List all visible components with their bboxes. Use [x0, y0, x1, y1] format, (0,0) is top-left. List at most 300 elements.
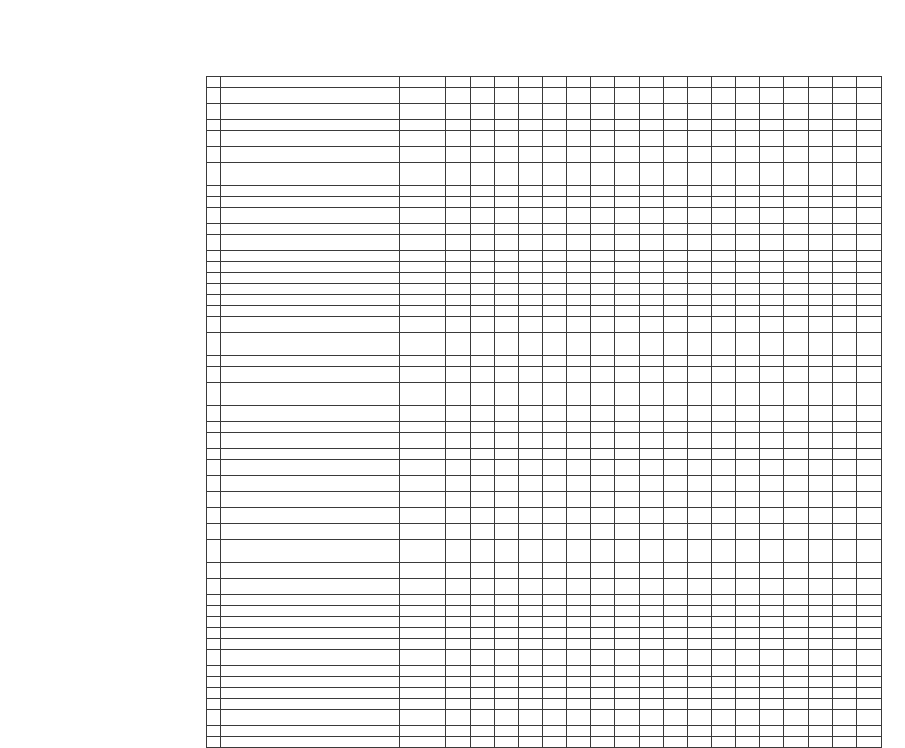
value-cell — [518, 579, 542, 595]
value-cell — [542, 186, 566, 197]
value-cell — [494, 273, 518, 284]
value-cell — [639, 120, 663, 131]
value-cell — [663, 492, 687, 508]
value-cell — [615, 208, 639, 224]
value-cell — [663, 650, 687, 666]
value-cell — [832, 737, 856, 748]
value-cell — [567, 262, 591, 273]
value-cell — [784, 650, 808, 666]
waste-code-cell — [400, 224, 446, 235]
waste-name-cell — [221, 710, 400, 726]
table-row — [207, 628, 882, 639]
value-cell — [832, 224, 856, 235]
value-cell — [518, 688, 542, 699]
value-cell — [470, 306, 494, 317]
value-cell — [470, 273, 494, 284]
table-row — [207, 88, 882, 104]
value-cell — [446, 476, 470, 492]
value-cell — [808, 295, 832, 306]
value-cell — [856, 163, 881, 186]
value-cell — [687, 688, 711, 699]
value-cell — [856, 306, 881, 317]
value-cell — [567, 208, 591, 224]
value-cell — [856, 131, 881, 147]
value-cell — [808, 197, 832, 208]
value-cell — [615, 120, 639, 131]
value-cell — [470, 88, 494, 104]
value-cell — [760, 208, 784, 224]
value-cell — [760, 606, 784, 617]
value-cell — [687, 197, 711, 208]
value-cell — [470, 317, 494, 333]
value-cell — [446, 131, 470, 147]
waste-name-cell — [221, 367, 400, 383]
value-cell — [615, 77, 639, 88]
value-cell — [784, 251, 808, 262]
value-cell — [470, 460, 494, 476]
value-cell — [784, 666, 808, 677]
table-row — [207, 104, 882, 120]
waste-code-cell — [400, 726, 446, 737]
value-cell — [470, 224, 494, 235]
value-cell — [784, 147, 808, 163]
value-cell — [494, 628, 518, 639]
table-row — [207, 186, 882, 197]
value-cell — [470, 406, 494, 422]
waste-name-cell — [221, 449, 400, 460]
value-cell — [494, 476, 518, 492]
row-number-cell — [207, 235, 221, 251]
row-number-cell — [207, 251, 221, 262]
value-cell — [639, 524, 663, 540]
value-cell — [711, 650, 735, 666]
value-cell — [591, 563, 615, 579]
value-cell — [542, 460, 566, 476]
waste-name-cell — [221, 563, 400, 579]
value-cell — [446, 120, 470, 131]
value-cell — [542, 540, 566, 563]
value-cell — [542, 422, 566, 433]
value-cell — [784, 306, 808, 317]
value-cell — [784, 699, 808, 710]
waste-code-cell — [400, 186, 446, 197]
value-cell — [784, 540, 808, 563]
value-cell — [832, 677, 856, 688]
value-cell — [711, 197, 735, 208]
value-cell — [639, 356, 663, 367]
value-cell — [760, 666, 784, 677]
value-cell — [808, 508, 832, 524]
value-cell — [856, 262, 881, 273]
table-row — [207, 666, 882, 677]
value-cell — [687, 666, 711, 677]
value-cell — [663, 726, 687, 737]
value-cell — [591, 579, 615, 595]
value-cell — [687, 295, 711, 306]
value-cell — [518, 563, 542, 579]
waste-name-cell — [221, 688, 400, 699]
value-cell — [470, 579, 494, 595]
value-cell — [542, 356, 566, 367]
value-cell — [639, 508, 663, 524]
value-cell — [687, 383, 711, 406]
value-cell — [856, 406, 881, 422]
value-cell — [470, 606, 494, 617]
value-cell — [687, 595, 711, 606]
value-cell — [736, 540, 760, 563]
value-cell — [446, 104, 470, 120]
waste-code-cell — [400, 356, 446, 367]
value-cell — [760, 476, 784, 492]
value-cell — [711, 628, 735, 639]
value-cell — [494, 508, 518, 524]
value-cell — [591, 666, 615, 677]
value-cell — [784, 131, 808, 147]
value-cell — [542, 628, 566, 639]
value-cell — [832, 579, 856, 595]
value-cell — [663, 563, 687, 579]
value-cell — [542, 508, 566, 524]
waste-code-cell — [400, 251, 446, 262]
value-cell — [856, 284, 881, 295]
value-cell — [760, 406, 784, 422]
value-cell — [518, 367, 542, 383]
value-cell — [711, 104, 735, 120]
value-cell — [470, 617, 494, 628]
value-cell — [615, 726, 639, 737]
waste-code-cell — [400, 699, 446, 710]
value-cell — [470, 295, 494, 306]
value-cell — [639, 563, 663, 579]
value-cell — [518, 197, 542, 208]
value-cell — [470, 666, 494, 677]
value-cell — [446, 197, 470, 208]
value-cell — [518, 606, 542, 617]
value-cell — [663, 333, 687, 356]
value-cell — [832, 131, 856, 147]
value-cell — [832, 262, 856, 273]
value-cell — [639, 737, 663, 748]
value-cell — [615, 508, 639, 524]
value-cell — [615, 579, 639, 595]
row-number-cell — [207, 449, 221, 460]
value-cell — [518, 639, 542, 650]
waste-name-cell — [221, 579, 400, 595]
value-cell — [832, 449, 856, 460]
value-cell — [639, 147, 663, 163]
value-cell — [687, 492, 711, 508]
value-cell — [711, 186, 735, 197]
value-cell — [832, 508, 856, 524]
value-cell — [663, 186, 687, 197]
value-cell — [784, 617, 808, 628]
value-cell — [856, 120, 881, 131]
value-cell — [639, 595, 663, 606]
value-cell — [687, 186, 711, 197]
value-cell — [736, 508, 760, 524]
waste-name-cell — [221, 317, 400, 333]
waste-code-cell — [400, 104, 446, 120]
value-cell — [784, 524, 808, 540]
value-cell — [639, 406, 663, 422]
value-cell — [784, 492, 808, 508]
value-cell — [567, 688, 591, 699]
row-number-cell — [207, 356, 221, 367]
value-cell — [446, 383, 470, 406]
value-cell — [760, 639, 784, 650]
value-cell — [711, 356, 735, 367]
value-cell — [470, 77, 494, 88]
value-cell — [639, 540, 663, 563]
value-cell — [856, 251, 881, 262]
value-cell — [494, 726, 518, 737]
value-cell — [446, 628, 470, 639]
value-cell — [711, 639, 735, 650]
value-cell — [446, 737, 470, 748]
value-cell — [736, 666, 760, 677]
value-cell — [591, 367, 615, 383]
table-row — [207, 639, 882, 650]
value-cell — [639, 163, 663, 186]
value-cell — [784, 606, 808, 617]
value-cell — [808, 677, 832, 688]
value-cell — [567, 235, 591, 251]
value-cell — [760, 104, 784, 120]
value-cell — [760, 737, 784, 748]
value-cell — [494, 492, 518, 508]
value-cell — [687, 77, 711, 88]
value-cell — [615, 476, 639, 492]
value-cell — [567, 508, 591, 524]
value-cell — [518, 699, 542, 710]
value-cell — [784, 595, 808, 606]
value-cell — [856, 639, 881, 650]
value-cell — [470, 628, 494, 639]
table-row — [207, 563, 882, 579]
waste-name-cell — [221, 406, 400, 422]
value-cell — [494, 333, 518, 356]
value-cell — [784, 163, 808, 186]
value-cell — [760, 710, 784, 726]
value-cell — [687, 726, 711, 737]
value-cell — [518, 77, 542, 88]
value-cell — [856, 476, 881, 492]
waste-name-cell — [221, 235, 400, 251]
value-cell — [856, 383, 881, 406]
table-row — [207, 333, 882, 356]
value-cell — [446, 606, 470, 617]
value-cell — [808, 639, 832, 650]
value-cell — [832, 197, 856, 208]
waste-name-cell — [221, 433, 400, 449]
value-cell — [711, 295, 735, 306]
value-cell — [639, 628, 663, 639]
row-number-cell — [207, 737, 221, 748]
table-row — [207, 77, 882, 88]
value-cell — [518, 208, 542, 224]
table-row — [207, 163, 882, 186]
value-cell — [687, 262, 711, 273]
value-cell — [711, 563, 735, 579]
value-cell — [470, 508, 494, 524]
waste-name-cell — [221, 208, 400, 224]
value-cell — [856, 208, 881, 224]
value-cell — [736, 120, 760, 131]
value-cell — [567, 460, 591, 476]
value-cell — [856, 563, 881, 579]
value-cell — [446, 406, 470, 422]
value-cell — [808, 737, 832, 748]
table-row — [207, 710, 882, 726]
value-cell — [470, 563, 494, 579]
value-cell — [470, 251, 494, 262]
value-cell — [736, 688, 760, 699]
value-cell — [591, 208, 615, 224]
value-cell — [856, 235, 881, 251]
value-cell — [446, 563, 470, 579]
table-row — [207, 224, 882, 235]
value-cell — [711, 163, 735, 186]
value-cell — [567, 295, 591, 306]
value-cell — [736, 563, 760, 579]
value-cell — [494, 595, 518, 606]
value-cell — [470, 197, 494, 208]
value-cell — [736, 579, 760, 595]
value-cell — [711, 492, 735, 508]
value-cell — [856, 273, 881, 284]
value-cell — [663, 710, 687, 726]
value-cell — [639, 284, 663, 295]
value-cell — [518, 383, 542, 406]
value-cell — [808, 284, 832, 295]
value-cell — [760, 77, 784, 88]
value-cell — [736, 77, 760, 88]
value-cell — [856, 666, 881, 677]
value-cell — [615, 460, 639, 476]
value-cell — [567, 284, 591, 295]
value-cell — [832, 306, 856, 317]
value-cell — [591, 540, 615, 563]
value-cell — [736, 406, 760, 422]
table-row — [207, 460, 882, 476]
value-cell — [542, 383, 566, 406]
value-cell — [736, 273, 760, 284]
value-cell — [567, 677, 591, 688]
value-cell — [591, 383, 615, 406]
value-cell — [808, 563, 832, 579]
value-cell — [494, 284, 518, 295]
value-cell — [808, 77, 832, 88]
value-cell — [711, 383, 735, 406]
value-cell — [470, 710, 494, 726]
value-cell — [542, 476, 566, 492]
value-cell — [760, 295, 784, 306]
value-cell — [663, 579, 687, 595]
value-cell — [760, 284, 784, 295]
value-cell — [711, 208, 735, 224]
value-cell — [856, 460, 881, 476]
value-cell — [760, 433, 784, 449]
value-cell — [856, 449, 881, 460]
value-cell — [446, 306, 470, 317]
value-cell — [808, 406, 832, 422]
value-cell — [687, 710, 711, 726]
row-number-cell — [207, 383, 221, 406]
value-cell — [711, 476, 735, 492]
value-cell — [518, 628, 542, 639]
value-cell — [591, 77, 615, 88]
value-cell — [711, 422, 735, 433]
value-cell — [494, 666, 518, 677]
value-cell — [856, 524, 881, 540]
value-cell — [663, 476, 687, 492]
value-cell — [808, 333, 832, 356]
value-cell — [446, 273, 470, 284]
value-cell — [567, 617, 591, 628]
table-row — [207, 273, 882, 284]
value-cell — [494, 710, 518, 726]
value-cell — [784, 476, 808, 492]
value-cell — [808, 688, 832, 699]
value-cell — [832, 77, 856, 88]
value-cell — [736, 449, 760, 460]
value-cell — [711, 617, 735, 628]
table-row — [207, 251, 882, 262]
row-number-cell — [207, 295, 221, 306]
value-cell — [591, 295, 615, 306]
table-row — [207, 317, 882, 333]
value-cell — [711, 262, 735, 273]
value-cell — [518, 422, 542, 433]
value-cell — [494, 120, 518, 131]
value-cell — [567, 563, 591, 579]
value-cell — [470, 367, 494, 383]
value-cell — [687, 406, 711, 422]
value-cell — [470, 699, 494, 710]
value-cell — [784, 579, 808, 595]
value-cell — [639, 449, 663, 460]
value-cell — [446, 650, 470, 666]
value-cell — [446, 639, 470, 650]
value-cell — [736, 235, 760, 251]
value-cell — [494, 433, 518, 449]
value-cell — [663, 104, 687, 120]
value-cell — [687, 356, 711, 367]
value-cell — [784, 235, 808, 251]
value-cell — [542, 726, 566, 737]
value-cell — [711, 677, 735, 688]
value-cell — [446, 186, 470, 197]
value-cell — [567, 197, 591, 208]
value-cell — [687, 460, 711, 476]
value-cell — [711, 306, 735, 317]
value-cell — [856, 147, 881, 163]
value-cell — [808, 433, 832, 449]
value-cell — [615, 317, 639, 333]
value-cell — [470, 595, 494, 606]
value-cell — [542, 563, 566, 579]
value-cell — [736, 492, 760, 508]
row-number-cell — [207, 262, 221, 273]
value-cell — [736, 104, 760, 120]
value-cell — [542, 666, 566, 677]
value-cell — [615, 639, 639, 650]
value-cell — [808, 524, 832, 540]
value-cell — [760, 524, 784, 540]
value-cell — [663, 617, 687, 628]
value-cell — [687, 251, 711, 262]
value-cell — [663, 356, 687, 367]
